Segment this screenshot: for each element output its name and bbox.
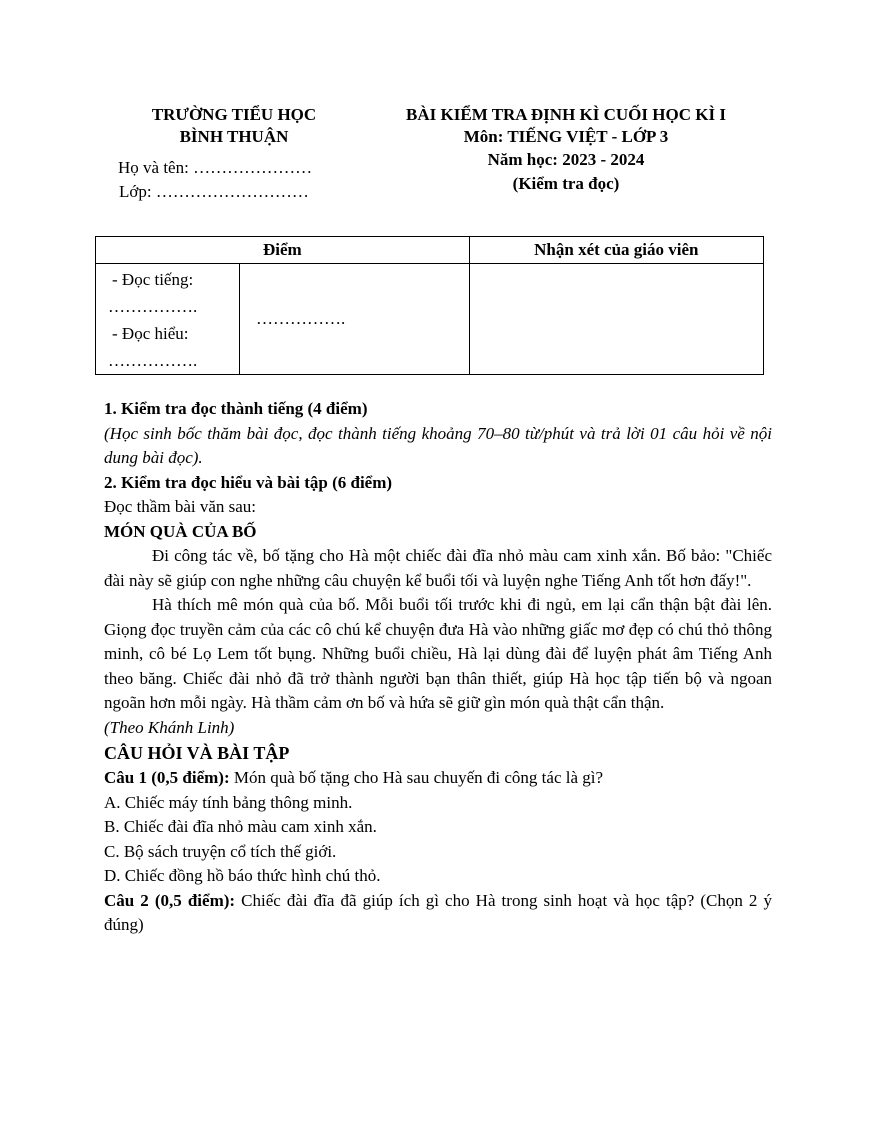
question-1-option-a: A. Chiếc máy tính bảng thông minh. (104, 792, 353, 812)
school-header (104, 104, 364, 148)
school-name-line2: BÌNH THUẬN (179, 127, 289, 146)
reading-comp-dots: ……………. (108, 351, 198, 370)
score-breakdown (96, 264, 240, 375)
passage-title: MÓN QUÀ CỦA BỐ (104, 521, 257, 541)
name-field: Họ và tên: ………………… (118, 158, 313, 177)
class-field: Lớp: ……………………… (119, 182, 309, 201)
exam-header (370, 104, 762, 196)
passage-paragraph-1: Đi công tác về, bố tặng cho Hà một chiếc đài đĩa nhỏ màu cam xinh xắn. Bố bảo: "Chiếc đài này sẽ giúp con nghe những câu chuyện kể buổi tối và luyện nghe Tiếng Anh tốt hơn đấy!". (104, 546, 772, 590)
student-info (118, 156, 312, 204)
school-year: Năm học: 2023 - 2024 (487, 150, 645, 169)
section1-title: 1. Kiểm tra đọc thành tiếng (4 điểm) (104, 399, 368, 418)
question-1-text: Món quà bố tặng cho Hà sau chuyến đi công tác là gì? (229, 768, 604, 787)
question-1-option-c: C. Bộ sách truyện cổ tích thế giới. (104, 841, 337, 861)
question-1-label: Câu 1 (0,5 điểm): (104, 768, 230, 787)
section1-note: (Học sinh bốc thăm bài đọc, đọc thành tiếng khoảng 70–80 từ/phút và trả lời 01 câu hỏi về nội dung bài đọc). (104, 423, 772, 467)
question-1-option-b: B. Chiếc đài đĩa nhỏ màu cam xinh xắn. (104, 817, 377, 836)
exam-title: BÀI KIỂM TRA ĐỊNH KÌ CUỐI HỌC KÌ I (406, 105, 726, 124)
exam-type: (Kiểm tra đọc) (512, 174, 620, 193)
school-name-line1: TRƯỜNG TIỂU HỌC (151, 105, 317, 124)
reading-aloud-label: - Đọc tiếng: (112, 270, 194, 289)
reading-comp-label: - Đọc hiểu: (112, 324, 189, 343)
total-score-cell (240, 264, 470, 375)
total-score-dots: ……………. (256, 309, 346, 328)
question-2-text: Chiếc đài đĩa đã giúp ích gì cho Hà trong sinh hoạt và học tập? (Chọn 2 ý đúng) (104, 890, 772, 934)
teacher-comment-cell (469, 264, 763, 375)
comment-header: Nhận xét của giáo viên (469, 237, 763, 264)
passage-source: (Theo Khánh Linh) (104, 717, 235, 737)
passage-paragraph-2: Hà thích mê món quà của bố. Mỗi buổi tối trước khi đi ngủ, em lại cẩn thận bật đài lên. Giọng đọc truyền cảm của các cô chú kể chuyện đưa Hà vào những giấc mơ đẹp có chú thỏ thông minh, cô bé Lọ Lem tốt bụng. Những buổi chiều, Hà lại dùng đài để luyện phát âm Tiếng Anh theo băng. Chiếc đài nhỏ đã trở thành người bạn thân thiết, giúp Hà học tập tiến bộ và ngoan ngoãn hơn mỗi ngày. Hà thầm cảm ơn bố và hứa sẽ giữ gìn món quà thật cẩn thận. (104, 595, 772, 712)
question-2-label: Câu 2 (0,5 điểm): (104, 890, 236, 910)
questions-heading: CÂU HỎI VÀ BÀI TẬP (104, 743, 290, 763)
question-1 (104, 766, 772, 791)
score-header: Điểm (96, 237, 470, 264)
question-2 (104, 889, 772, 938)
exam-body (104, 397, 772, 938)
exam-subject: Môn: TIẾNG VIỆT - LỚP 3 (463, 127, 669, 146)
reading-aloud-dots: ……………. (108, 297, 198, 316)
question-1-option-d: D. Chiếc đồng hồ báo thức hình chú thỏ. (104, 866, 381, 885)
score-table (95, 236, 764, 375)
section2-title: 2. Kiểm tra đọc hiểu và bài tập (6 điểm) (104, 472, 393, 492)
section2-instruction: Đọc thầm bài văn sau: (104, 497, 257, 516)
